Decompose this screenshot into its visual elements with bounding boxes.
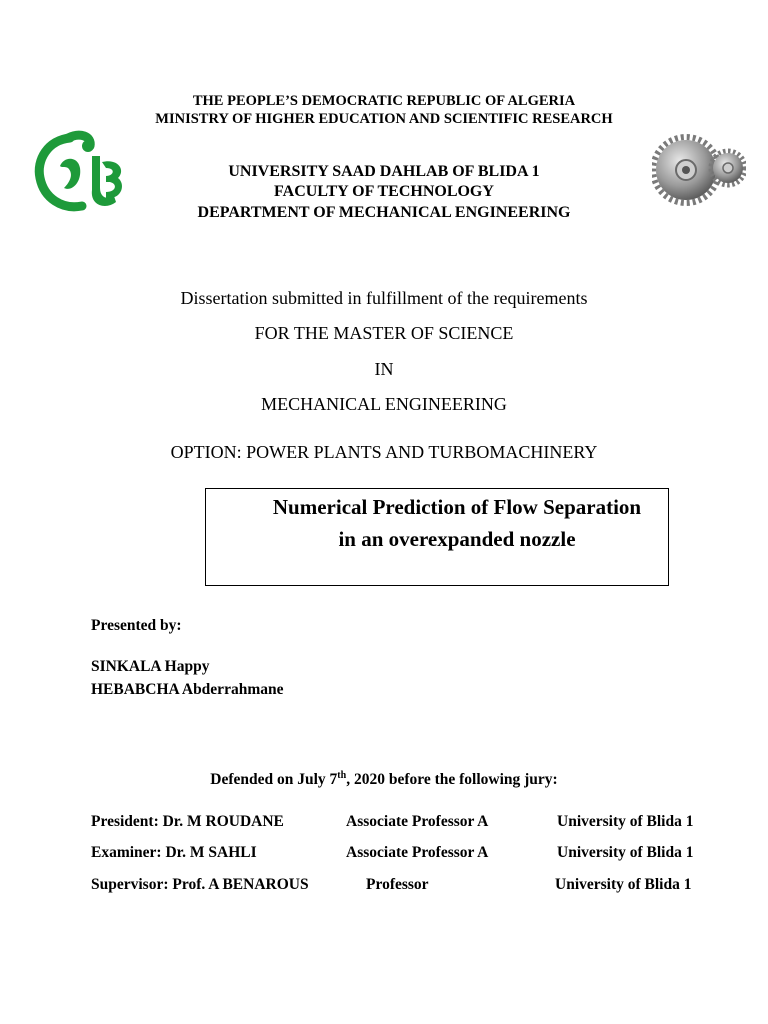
author-2: HEBABCHA Abderrahmane (91, 681, 284, 698)
jury-3-institution: University of Blida 1 (555, 876, 692, 893)
thesis-title-box (205, 488, 669, 586)
country-line: THE PEOPLE’S DEMOCRATIC REPUBLIC OF ALGERIA (192, 93, 576, 109)
jury-2-role: Examiner: Dr. M SAHLI (91, 844, 257, 861)
jury-2-rank: Associate Professor A (346, 844, 489, 861)
jury-3-role: Supervisor: Prof. A BENAROUS (91, 876, 309, 893)
defense-suffix: , 2020 before the following jury: (346, 771, 558, 788)
thesis-title-line1: Numerical Prediction of Flow Separation (272, 495, 642, 519)
jury-1-rank: Associate Professor A (346, 813, 489, 830)
degree-option: OPTION: POWER PLANTS AND TURBOMACHINERY (170, 442, 598, 462)
jury-3-rank: Professor (366, 876, 429, 893)
jury-2-institution: University of Blida 1 (557, 844, 694, 861)
faculty-name: FACULTY OF TECHNOLOGY (274, 183, 494, 200)
jury-1-institution: University of Blida 1 (557, 813, 694, 830)
degree-in: IN (374, 359, 394, 379)
defense-prefix: Defended on July 7 (210, 771, 338, 788)
defense-line (0, 771, 768, 789)
thesis-title-line2: in an overexpanded nozzle (338, 527, 576, 551)
degree-field: MECHANICAL ENGINEERING (261, 394, 507, 414)
author-1: SINKALA Happy (91, 658, 210, 675)
ministry-line: MINISTRY OF HIGHER EDUCATION AND SCIENTIFIC RESEARCH (155, 111, 613, 127)
department-name: DEPARTMENT OF MECHANICAL ENGINEERING (197, 204, 571, 221)
dissertation-statement: Dissertation submitted in fulfillment of the requirements (180, 288, 588, 308)
defense-sup: th (337, 769, 347, 781)
presented-by-label: Presented by: (91, 617, 182, 634)
university-name: UNIVERSITY SAAD DAHLAB OF BLIDA 1 (228, 163, 540, 180)
jury-1-role: President: Dr. M ROUDANE (91, 813, 284, 830)
degree-title: FOR THE MASTER OF SCIENCE (254, 323, 514, 343)
